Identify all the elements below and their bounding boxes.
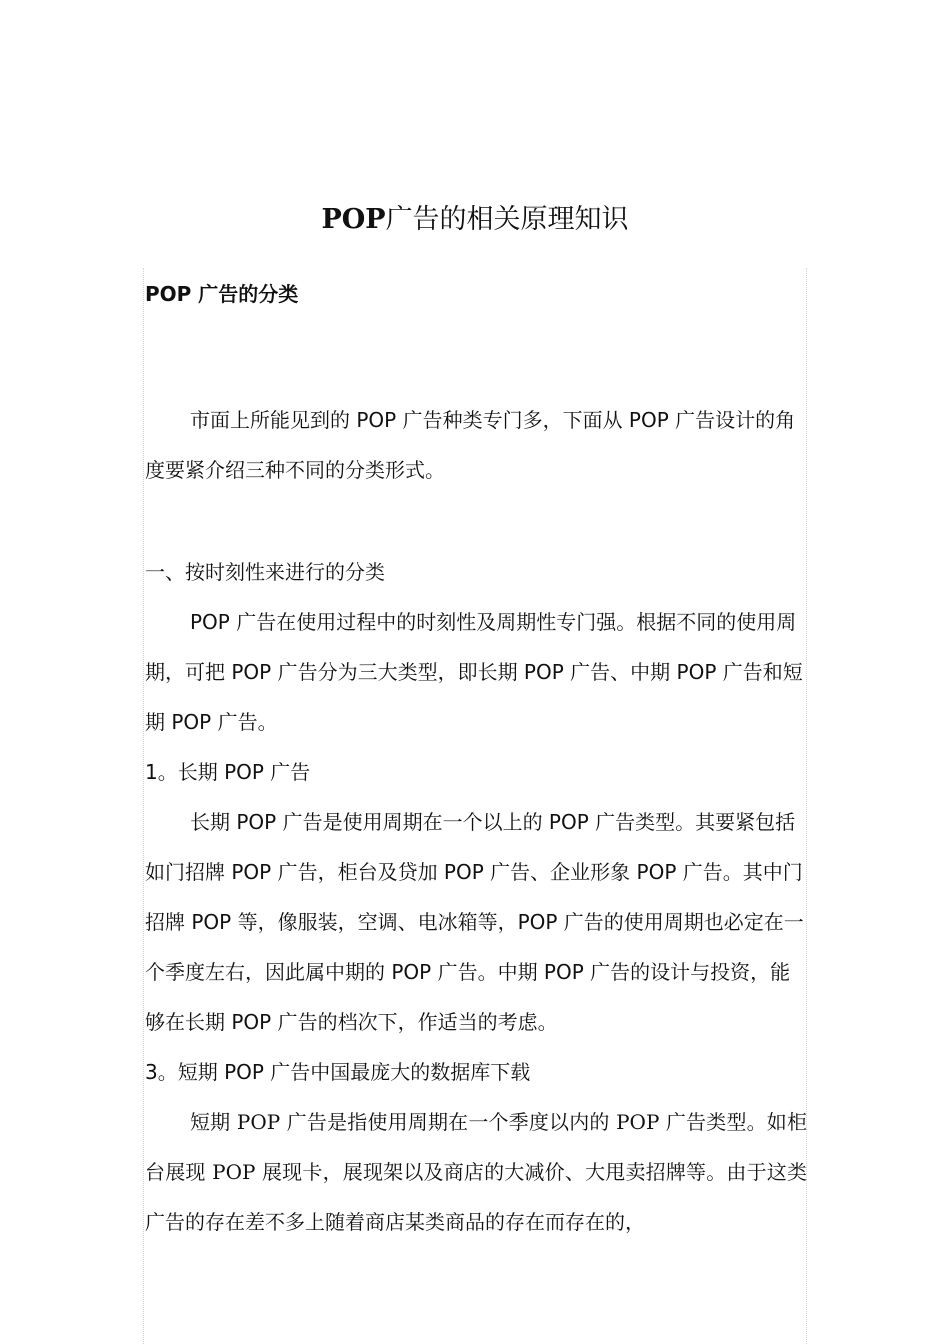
spacer bbox=[145, 495, 807, 547]
document-title-latin: POP bbox=[321, 204, 386, 235]
paragraph-time-classification: POP 广告在使用过程中的时刻性及周期性专门强。根据不同的使用周期，可把 POP 广告分为三大类型，即长期 POP 广告、中期 POP 广告和短期 POP 广告。 bbox=[145, 610, 803, 734]
document-body bbox=[145, 273, 807, 1247]
document-title bbox=[0, 198, 950, 242]
text-frame-left-border bbox=[143, 268, 144, 1344]
subsection-heading: 一、按时刻性来进行的分类 bbox=[145, 560, 385, 584]
item-heading-short-term: 3。短期 POP 广告中国最庞大的数据库下载 bbox=[145, 1060, 531, 1084]
document-title-text: 广告的相关原理知识 bbox=[385, 204, 629, 235]
paragraph-long-term: 长期 POP 广告是使用周期在一个以上的 POP 广告类型。其要紧包括如门招牌 POP 广告，柜台及贷加 POP 广告、企业形象 POP 广告。其中门招牌 POP 等，像服装，空调、电冰箱等，POP 广告的使用周期也必定在一个季度左右，因此属中期的 POP 广告。中期 POP 广告的设计与投资，能够在长期 POP 广告的档次下，作适当的考虑。 bbox=[145, 810, 804, 1034]
intro-paragraph: 市面上所能见到的 POP 广告种类专门多，下面从 POP 广告设计的角度要紧介绍三种不同的分类形式。 bbox=[145, 408, 796, 482]
paragraph-short-term: 短期 POP 广告是指使用周期在一个季度以内的 POP 广告类型。如柜台展现 POP 展现卡，展现架以及商店的大减价、大甩卖招牌等。由于这类广告的存在差不多上随着商店某类商品的存在而存在的， bbox=[145, 1110, 807, 1234]
section-heading: POP 广告的分类 bbox=[145, 282, 299, 306]
spacer bbox=[145, 315, 807, 395]
item-heading-long-term: 1。长期 POP 广告 bbox=[145, 760, 311, 784]
